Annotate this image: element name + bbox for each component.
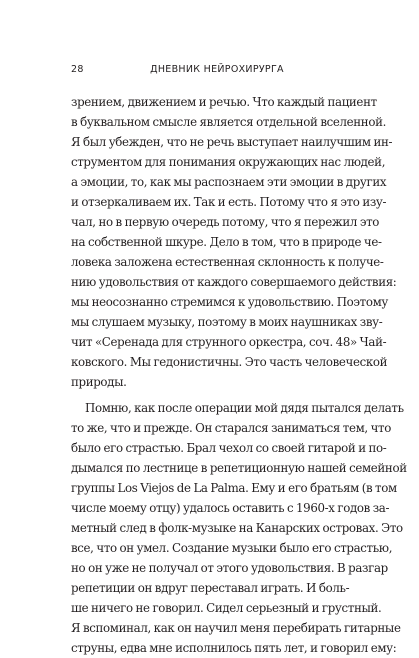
text-line: метный след в фолк-музыке на Канарских островах. Это	[71, 521, 403, 535]
text-line: чал, но в первую очередь потому, что я пережил это	[71, 215, 380, 229]
text-line: мы слушаем музыку, поэтому в моих наушниках зву-	[71, 315, 383, 329]
text-line: на собственной шкуре. Дело в том, что в природе че-	[71, 235, 382, 249]
text-line: зрением, движением и речью. Что каждый пациент	[71, 95, 377, 109]
text-line: репетиции он вдруг переставал играть. И боль-	[71, 581, 350, 595]
text-line: Я был убежден, что не речь выступает наилучшим ин-	[71, 135, 393, 149]
text-line: нию удовольствия от каждого совершаемого действия:	[71, 275, 397, 289]
text-line: струны, едва мне исполнилось пять лет, и говорил ему:	[71, 641, 397, 655]
text-line: то же, что и прежде. Он старался заниматься тем, что	[71, 421, 391, 435]
text-line: ловека заложена естественная склонность к получе-	[71, 255, 384, 269]
text-line: числе моему отцу) удалось оставить с 1960-х годов за-	[71, 501, 390, 515]
text-line: Я вспоминал, как он научил меня перебирать гитарные	[71, 621, 401, 635]
text-line: Помню, как после операции мой дядя пытался делать	[85, 401, 404, 415]
text-line: чит «Серенада для струнного оркестра, соч. 48» Чай-	[71, 335, 387, 349]
text-line: все, что он умел. Создание музыки было его страстью,	[71, 541, 393, 555]
text-line: дымался по лестнице в репетиционную нашей семейной	[71, 461, 407, 475]
text-line: группы Los Viejos de La Palma. Ему и его братьям (в том	[71, 481, 397, 495]
text-line: струментом для понимания окружающих нас людей,	[71, 155, 386, 169]
text-line: а эмоции, то, как мы распознаем эти эмоции в других	[71, 175, 387, 189]
text-line: но он уже не получал от этого удовольствия. В разгар	[71, 561, 388, 575]
text-line: мы неосознанно стремимся к удовольствию. Поэтому	[71, 295, 388, 309]
page-number: 28	[71, 64, 84, 75]
text-line: ковского. Мы гедонистичны. Это часть человеческой	[71, 355, 388, 369]
text-line: в буквальном смысле является отдельной вселенной.	[71, 115, 386, 129]
text-line: ше ничего не говорил. Сидел серьезный и грустный.	[71, 601, 382, 615]
running-title: ДНЕВНИК НЕЙРОХИРУРГА	[150, 64, 284, 75]
text-line: и отзеркаливаем их. Так и есть. Потому что я это изу-	[71, 195, 387, 209]
text-line: природы.	[71, 375, 127, 389]
text-line: было его страстью. Брал чехол со своей гитарой и по-	[71, 441, 387, 455]
